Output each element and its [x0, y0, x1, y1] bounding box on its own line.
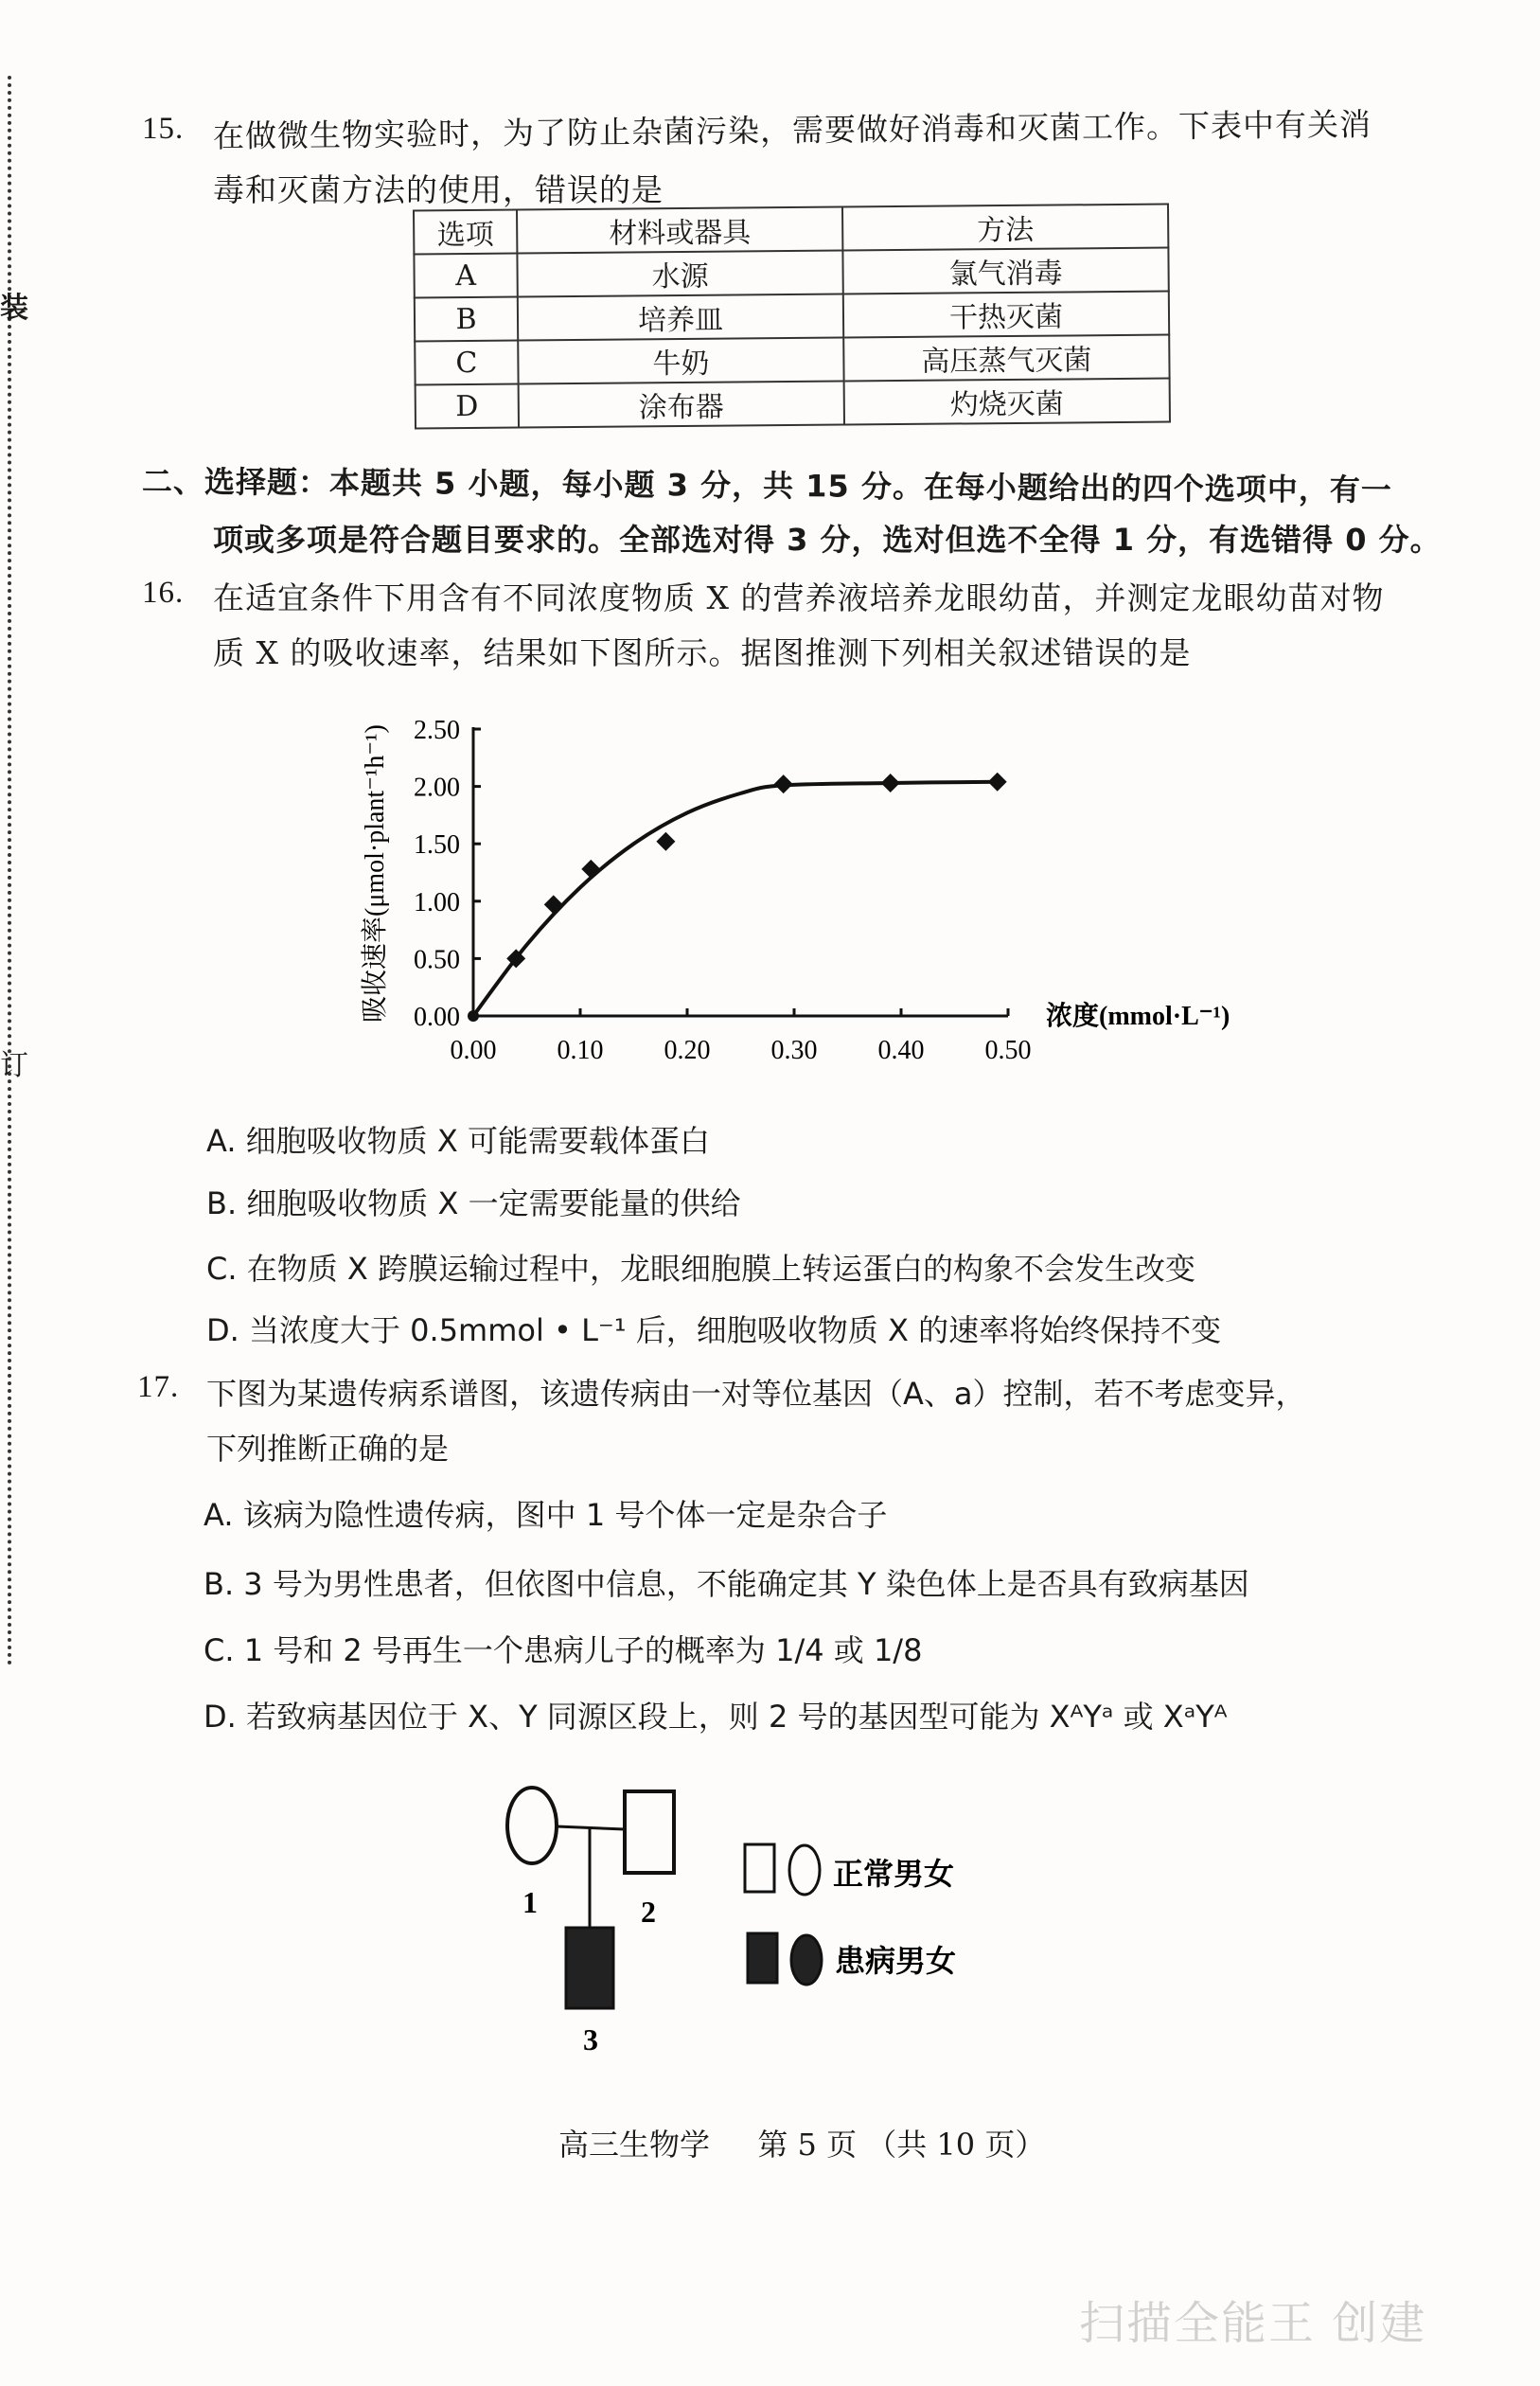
individual-3-label: 3 — [583, 2022, 598, 2057]
table-header: 方法 — [842, 205, 1168, 251]
table-row — [415, 335, 1169, 385]
y-tick-label: 1.00 — [414, 887, 460, 917]
individual-1-female-normal-icon — [507, 1788, 557, 1863]
question-16-number: 16. — [142, 576, 185, 610]
question-15-text-line1: 在做微生物实验时，为了防止杂菌污染，需要做好消毒和灭菌工作。下表中有关消 — [212, 105, 1372, 155]
data-point-marker — [581, 860, 600, 879]
question-16-option-d — [206, 1307, 1221, 1350]
option-text: 细胞吸收物质 X 一定需要能量的供给 — [246, 1185, 741, 1221]
individual-2-male-normal-icon — [625, 1791, 674, 1873]
question-17-option-b — [204, 1560, 1249, 1604]
table-header: 选项 — [414, 210, 517, 255]
option-label: C. — [204, 1632, 235, 1668]
question-15-text-line2: 毒和灭菌方法的使用，错误的是 — [213, 171, 664, 208]
data-point-marker — [881, 774, 900, 792]
table-cell: 干热灭菌 — [843, 292, 1169, 338]
option-text: 细胞吸收物质 X 可能需要载体蛋白 — [245, 1123, 710, 1159]
data-point-marker — [468, 1010, 479, 1022]
data-point-marker — [544, 895, 563, 914]
section-2-instructions-line1: 二、选择题：本题共 5 小题，每小题 3 分，共 15 分。在每小题给出的四个选项中，有一 — [141, 463, 1393, 508]
legend-normal-female-icon — [789, 1845, 820, 1895]
option-label: A. — [206, 1123, 237, 1159]
legend-normal-male-icon — [745, 1844, 774, 1892]
data-point-marker — [988, 773, 1007, 792]
table-cell: B — [415, 297, 518, 342]
table-cell: D — [416, 384, 519, 429]
option-label: B. — [206, 1185, 238, 1221]
binding-char: 装 — [0, 292, 28, 325]
legend-affected-female-icon — [791, 1935, 822, 1985]
individual-1-label: 1 — [522, 1885, 538, 1919]
legend-affected-label: 患病男女 — [835, 1944, 957, 1978]
data-point-marker — [774, 775, 793, 793]
question-17-number: 17. — [137, 1370, 180, 1404]
y-tick-label: 2.00 — [414, 773, 460, 803]
pedigree-diagram — [492, 1761, 1249, 2074]
question-16-option-b — [206, 1180, 741, 1223]
question-16-option-c — [206, 1245, 1195, 1289]
option-text: 当浓度大于 0.5mmol • L⁻¹ 后，细胞吸收物质 X 的速率将始终保持不变 — [248, 1312, 1222, 1348]
question-15-number: 15. — [142, 112, 185, 146]
scanner-watermark: 扫描全能王 创建 — [1079, 2297, 1427, 2350]
table-cell: 氯气消毒 — [842, 248, 1168, 294]
footer-page-total: （共 10 页） — [866, 2127, 1046, 2163]
legend-normal-label: 正常男女 — [833, 1857, 955, 1891]
individual-3-male-affected-icon — [566, 1928, 613, 2008]
table-row — [415, 292, 1169, 342]
option-text: 1 号和 2 号再生一个患病儿子的概率为 1/4 或 1/8 — [243, 1632, 923, 1668]
table-cell: 高压蒸气灭菌 — [843, 335, 1169, 382]
question-17-option-a — [204, 1491, 887, 1535]
y-tick-label: 2.50 — [414, 716, 460, 745]
section-2-instructions-line2: 项或多项是符合题目要求的。全部选对得 3 分，选对但选不全得 1 分，有选错得 0 分。 — [213, 522, 1442, 558]
table-cell: 水源 — [517, 251, 842, 297]
absorption-rate-chart — [341, 701, 1249, 1079]
option-text: 3 号为男性患者，但依图中信息，不能确定其 Y 染色体上是否具有致病基因 — [243, 1566, 1249, 1602]
legend-affected-male-icon — [748, 1933, 777, 1983]
question-17-text-line1: 下图为某遗传病系谱图，该遗传病由一对等位基因（A、a）控制，若不考虑变异， — [206, 1376, 1306, 1412]
option-label: C. — [206, 1251, 238, 1287]
table-cell: A — [414, 254, 517, 298]
x-tick-label: 0.00 — [450, 1036, 497, 1065]
question-17-option-c — [204, 1627, 922, 1670]
table-cell: 培养皿 — [518, 294, 843, 341]
y-tick-label: 1.50 — [414, 830, 460, 861]
binding-mark: 订 — [0, 1049, 28, 1082]
footer-page-number: 第 5 页 — [757, 2127, 858, 2163]
chart-data-points — [468, 773, 1007, 1022]
table-row — [416, 379, 1170, 429]
option-label: D. — [206, 1312, 239, 1348]
question-17-option-d — [204, 1693, 1228, 1736]
table-cell: 涂布器 — [519, 382, 844, 428]
question-16-option-a — [206, 1117, 710, 1161]
page-footer — [558, 2121, 1045, 2164]
table-cell: 灼烧灭菌 — [844, 379, 1170, 425]
chart-y-axis-label: 吸收速率(μmol·plant⁻¹h⁻¹) — [361, 724, 390, 1023]
individual-2-label: 2 — [641, 1895, 656, 1929]
x-tick-label: 0.30 — [770, 1036, 818, 1065]
table-header-row — [414, 205, 1168, 255]
x-tick-label: 0.40 — [877, 1036, 925, 1065]
option-label: B. — [204, 1566, 235, 1602]
option-text: 若致病基因位于 X、Y 同源区段上，则 2 号的基因型可能为 XᴬYᵃ 或 XᵃYᴬ — [245, 1699, 1228, 1735]
data-point-marker — [656, 832, 675, 851]
question-15-table — [413, 204, 1171, 430]
chart-y-ticks — [414, 716, 481, 1032]
option-text: 在物质 X 跨膜运输过程中，龙眼细胞膜上转运蛋白的构象不会发生改变 — [246, 1251, 1195, 1287]
x-tick-label: 0.20 — [664, 1036, 711, 1065]
table-row — [414, 248, 1168, 298]
y-tick-label: 0.00 — [414, 1003, 460, 1032]
option-label: D. — [204, 1699, 237, 1735]
y-tick-label: 0.50 — [414, 945, 460, 975]
x-tick-label: 0.50 — [984, 1036, 1032, 1065]
footer-subject: 高三生物学 — [558, 2127, 711, 2163]
option-label: A. — [204, 1497, 234, 1533]
table-header: 材料或器具 — [517, 207, 842, 254]
option-text: 该病为隐性遗传病，图中 1 号个体一定是杂合子 — [242, 1497, 888, 1533]
question-16-text-line1: 在适宜条件下用含有不同浓度物质 X 的营养液培养龙眼幼苗，并测定龙眼幼苗对物 — [213, 579, 1385, 616]
question-16-text-line2: 质 X 的吸收速率，结果如下图所示。据图推测下列相关叙述错误的是 — [213, 634, 1192, 671]
x-tick-label: 0.10 — [557, 1036, 604, 1065]
table-cell: 牛奶 — [518, 338, 843, 384]
chart-x-axis-label: 浓度(mmol·L⁻¹) — [1046, 1002, 1230, 1031]
table-cell: C — [415, 341, 518, 385]
question-17-text-line2: 下列推断正确的是 — [206, 1431, 450, 1467]
